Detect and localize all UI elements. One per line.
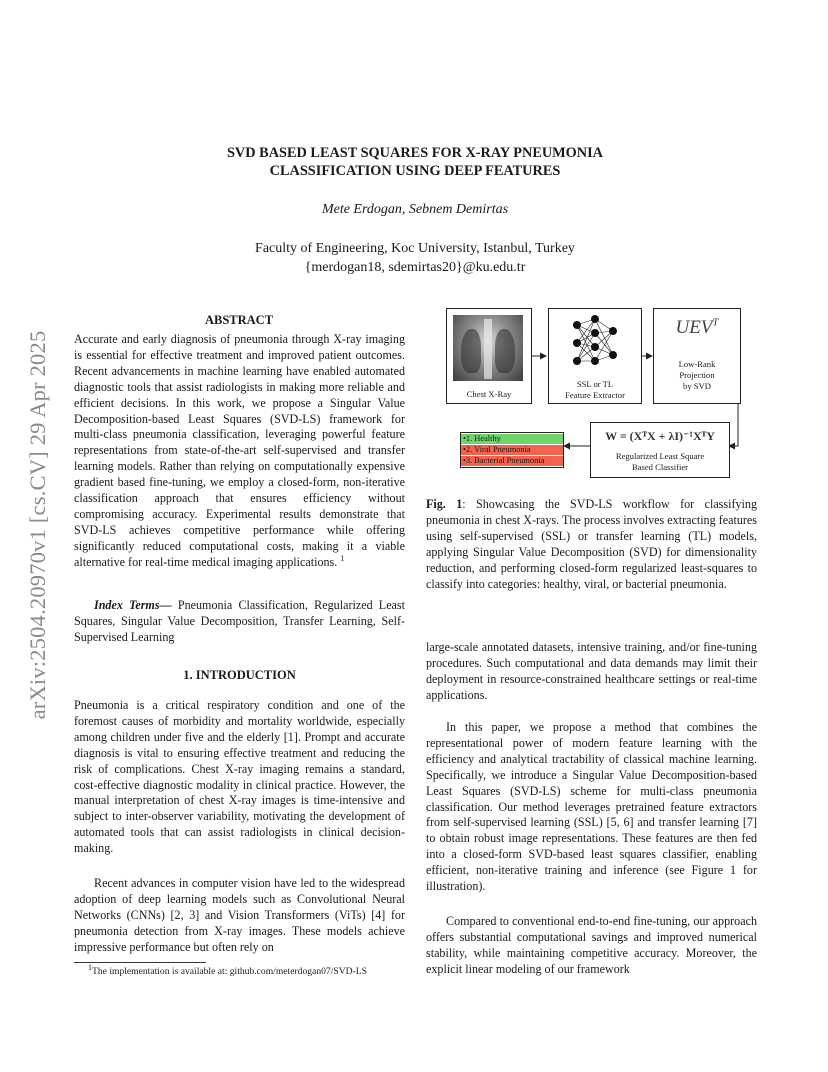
chest-xray-box: [446, 308, 532, 404]
affiliation: Faculty of Engineering, Koc University, Istanbul, Turkey: [255, 241, 575, 256]
class-viral: •2. Viral Pneumonia: [461, 445, 563, 455]
abstract-body: [74, 332, 405, 571]
right-paragraph-1: large-scale annotated datasets, intensive training, and/or fine-tuning procedures. Such computational and data demands may limit their deployment in resource-constrained healthcare settings or real-time applications.: [426, 640, 757, 702]
lowrank-label-3: by SVD: [683, 381, 711, 391]
abstract-heading: ABSTRACT: [204, 313, 274, 327]
footnote-rule: [74, 962, 206, 963]
caption-label: Fig. 1: [426, 497, 463, 511]
classifier-formula: W = (XᵀX + λI)⁻¹XᵀY: [605, 429, 715, 443]
intro-paragraph-2: Recent advances in computer vision have led to the widespread adoption of deep learning models such as Convolutional Neural Networks (CNNs) [2, 3] and Vision Transformers (ViTs) [4] for pneumonia detection from X-ray images. These models achieve impressive performance but often rely on: [74, 876, 405, 954]
author-emails: {merdogan18, sdemirtas20}@ku.edu.tr: [304, 260, 526, 275]
classifier-label-2: Based Classifier: [631, 462, 689, 472]
index-terms: [74, 598, 405, 646]
arxiv-identifier-text: arXiv:2504.20970v1 [cs.CV] 29 Apr 2025: [25, 330, 50, 720]
extractor-label-2: Feature Extractor: [565, 390, 625, 400]
section-heading-introduction: 1. INTRODUCTION: [183, 668, 296, 682]
extractor-label-1: SSL or TL: [576, 379, 614, 389]
paper-title: [150, 144, 680, 180]
arxiv-identifier: [18, 290, 58, 760]
feature-extractor-box: [548, 308, 642, 404]
svd-projection-box: [653, 308, 741, 404]
lowrank-label-1: Low-Rank: [678, 359, 716, 369]
footnote: [74, 962, 405, 978]
abstract-text: Accurate and early diagnosis of pneumonia through X-ray imaging is essential for effective treatment and improved patient outcomes. Recent advancements in machine learning have enabled automated diagnostic tools that assist radiologists in making more reliable and efficient decisions. In this work, we propose a Singular Value Decomposition-based Least Squares (SVD-LS) framework for multi-class pneumonia classification, leveraging powerful feature representations from state-of-the-art self-supervised and transfer learning models. Rather than relying on computationally expensive gradient based fine-tuning, we employ a closed-form, non-iterative classification approach that ensures efficiency without compromising accuracy. Experimental results demonstrate that SVD-LS achieves competitive performance while offering significantly reduced computational costs, making it a viable alternative for real-time medical imaging applications.: [74, 332, 405, 569]
class-output-box: [460, 432, 564, 468]
intro-paragraph-1: Pneumonia is a critical respiratory condition and one of the foremost causes of morbidity and mortality worldwide, especially among children under five and the elderly [1]. Prompt and accurate diagnosis is vital to ensuring effective treatment and reducing the risk of complications. Chest X-ray imaging remains a standard, cost-effective diagnostic modality in clinical practice. However, the manual interpretation of chest X-ray images is time-intensive and subject to inter-observer variability, motivating the development of automated tools that can assist radiologists in clinical decision-making.: [74, 698, 405, 856]
uev-label: $UEV^T$: [675, 316, 719, 338]
classifier-box: [590, 422, 730, 478]
author-list: Mete Erdogan, Sebnem Demirtas: [321, 202, 509, 217]
classifier-label-1: Regularized Least Square: [615, 451, 705, 461]
affiliation-block: [150, 239, 680, 277]
abstract-footnote-mark: 1: [340, 553, 345, 563]
index-terms-list: Pneumonia Classification, Regularized Least Squares, Singular Value Decomposition, Transfer Learning, Self-Supervised Learning: [74, 598, 405, 644]
title-line-1: SVD BASED LEAST SQUARES FOR X-RAY PNEUMONIA: [226, 145, 604, 161]
right-paragraph-3: Compared to conventional end-to-end fine-tuning, our approach offers substantial computational savings and improved numerical stability, while maintaining competitive accuracy. Moreover, the explicit linear modeling of our framework: [426, 914, 757, 976]
footnote-mark: 1: [88, 962, 92, 972]
neural-network-icon: [549, 311, 641, 375]
caption-text: : Showcasing the SVD-LS workflow for classifying pneumonia in chest X-rays. The process involves extracting features using self-supervised (SSL) or transfer learning (TL) models, applying Singular Value Decomposition (SVD) for dimensionality reduction, and performing closed-form regularized least-squares to classify into categories: healthy, viral, or bacterial pneumonia.: [426, 497, 757, 591]
figure-1: [440, 306, 750, 482]
figure-caption: [426, 497, 757, 592]
class-healthy: •1. Healthy: [461, 434, 563, 444]
title-line-2: CLASSIFICATION USING DEEP FEATURES: [269, 163, 561, 179]
footnote-text: The implementation is available at: github.com/meterdogan07/SVD-LS: [92, 966, 367, 977]
index-terms-label: Index Terms—: [94, 598, 172, 612]
chest-xray-label: Chest X-Ray: [466, 389, 512, 399]
chest-xray-image: [453, 315, 523, 381]
class-bacterial: •3. Bacterial Pneumonia: [461, 456, 563, 466]
lowrank-label-2: Projection: [679, 370, 715, 380]
right-paragraph-2: In this paper, we propose a method that combines the representational power of modern feature learning with the efficiency and analytical tractability of classical machine learning. Specifically, we introduce a Singular Value Decomposition-based Least Squares (SVD-LS) scheme for multi-class pneumonia classification. Our method leverages pretrained feature extractors from self-supervised learning (SSL) [5, 6] and transfer learning [7] to obtain robust image representations. These features are then fed into a closed-form SVD-based least squares classifier, enabling efficient, non-iterative training and inference (see Figure 1 for illustration).: [426, 720, 757, 894]
